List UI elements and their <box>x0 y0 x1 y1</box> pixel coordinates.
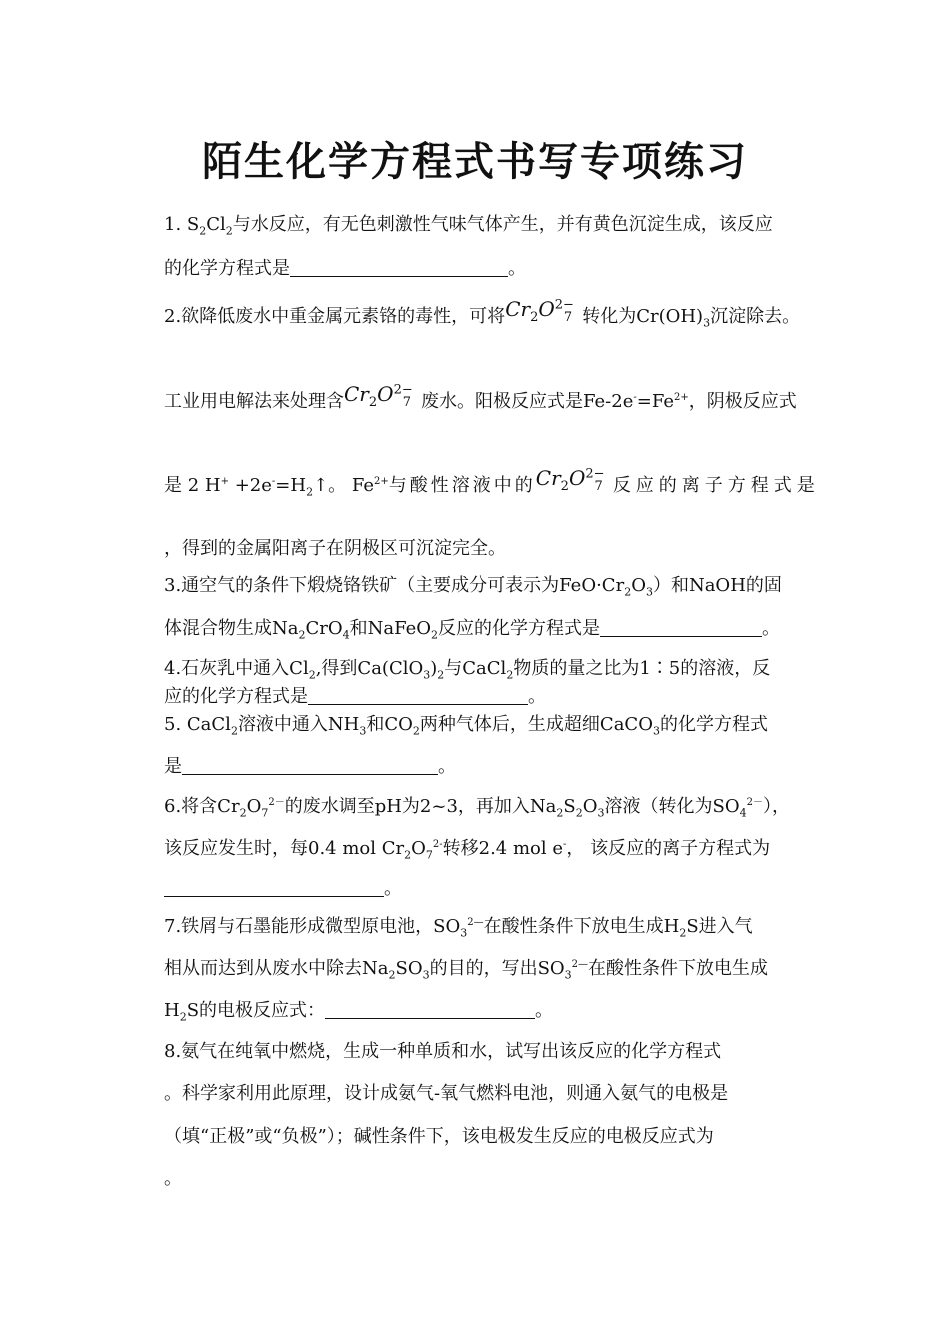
q1-text: 。 <box>508 258 526 279</box>
q2-text: 沉淀除去。 <box>710 306 801 327</box>
question-6-line-3: 。 <box>164 874 804 900</box>
question-5-line-2: 是 。 <box>164 756 456 777</box>
subscript: 2 <box>199 224 207 238</box>
q1-text: 与水反应，有无色刺激性气味气体产生，并有黄色沉淀生成，该反应 <box>232 214 773 235</box>
subscript: 2 <box>225 224 233 238</box>
question-2-line-2 <box>164 382 804 416</box>
question-2-line-4 <box>164 534 804 560</box>
question-8-line-2: 。科学家利用此原理，设计成氨气-氧气燃料电池，则通入氨气的电极是 <box>164 1083 729 1104</box>
question-2-line-1 <box>164 297 804 331</box>
q2-text: 废水。阳极反应式是Fe-2e <box>421 391 634 412</box>
q2-text: =Fe <box>636 391 674 412</box>
dichromate-formula: $Cr_2O^{2-}_7$ <box>344 382 413 410</box>
superscript: 2+ <box>674 392 689 403</box>
question-6-line-1: 6.将含$Cr_2O_7^{2-}$的废水调至pH为2~3，再加入$Na_2S_2O_3$溶液（转化为$SO_4^{2-}$）， <box>164 796 790 820</box>
dichromate-formula: $Cr_2O^{2-}_7$ <box>535 466 605 494</box>
q1-text: 1. S <box>164 214 200 235</box>
question-4-line-1: 4.石灰乳中通入$Cl_2$,得到$Ca(ClO_3)_2$与CaCl$_2$物质的量之比为1∶5的溶液，反 <box>164 658 771 682</box>
question-7-line-3: $H_2S$的电极反应式： 。 <box>164 1000 554 1024</box>
q2-text: ，阴极反应式 <box>688 391 797 412</box>
q2-text: 是 2 H <box>164 475 221 496</box>
q2-text: 转化为Cr(OH) <box>582 306 704 327</box>
subscript: 3 <box>703 316 711 330</box>
q2-text: 2.欲降低废水中重金属元素铬的毒性，可将 <box>164 306 506 327</box>
answer-blank[interactable] <box>290 258 508 277</box>
question-8-line-4: 。 <box>164 1168 182 1189</box>
q1-text: Cl <box>206 214 226 235</box>
q1-text: 的化学方程式是 <box>164 258 290 279</box>
question-6-line-2: 该反应发生时，每0.4 mol $Cr_2O_7^{2-}$转移2.4 mol e-， 该反应的离子方程式为 <box>164 838 771 862</box>
dichromate-formula: $Cr_2O^{2-}_7$ <box>505 297 574 325</box>
q2-text: 工业用电解法来处理含 <box>164 391 344 412</box>
answer-blank[interactable] <box>308 686 528 705</box>
question-2-line-3: 是 2 $H^+ +2e^-=H_2↑$。 $Fe^{2+}$与酸性溶液中的$Cr_2O^{2-}_7$ 反应的离子方程式是 <box>164 466 820 499</box>
question-3-line-1: 3.通空气的条件下煅烧铬铁矿（主要成分可表示为$FeO\cdot Cr_2O_3$）和NaOH的固 <box>164 575 782 599</box>
answer-blank[interactable] <box>182 756 438 775</box>
answer-blank[interactable] <box>164 878 384 897</box>
page-title: 陌生化学方程式书写专项练习 <box>202 138 748 185</box>
answer-blank[interactable] <box>600 618 762 637</box>
question-8-line-3: （填“正极”或“负极”）；碱性条件下，该电极发生反应的电极反应式为 <box>164 1126 714 1147</box>
question-5-line-1: 5. CaCl$_2$溶液中通入$NH_3$和$CO_2$两种气体后，生成超细CaCO$_3$的化学方程式 <box>164 714 768 738</box>
question-4-line-2: 应的化学方程式是 。 <box>164 686 546 707</box>
question-7-line-2: 相从而达到从废水中除去$Na_2SO_3$的目的，写出$SO_3^{2—}$在酸性条件下放电生成 <box>164 958 769 982</box>
q2-text: 反应的离子方程式是 <box>612 475 820 496</box>
question-1-line-2 <box>164 254 804 280</box>
question-3-line-2: 体混合物生成$Na_2CrO_4$和NaFeO$_2$反应的化学方程式是 。 <box>164 618 781 642</box>
question-1-line-1 <box>164 210 804 238</box>
superscript: - <box>633 392 637 403</box>
question-7-line-1: 7.铁屑与石墨能形成微型原电池，$SO_3^{2—}$在酸性条件下放电生成$H_2S$进入气 <box>164 916 753 940</box>
question-8-line-1: 8.氨气在纯氧中燃烧，生成一种单质和水，试写出该反应的化学方程式 <box>164 1041 722 1062</box>
answer-blank[interactable] <box>325 1000 535 1019</box>
q2-text: ，得到的金属阳离子在阴极区可沉淀完全。 <box>164 538 506 559</box>
